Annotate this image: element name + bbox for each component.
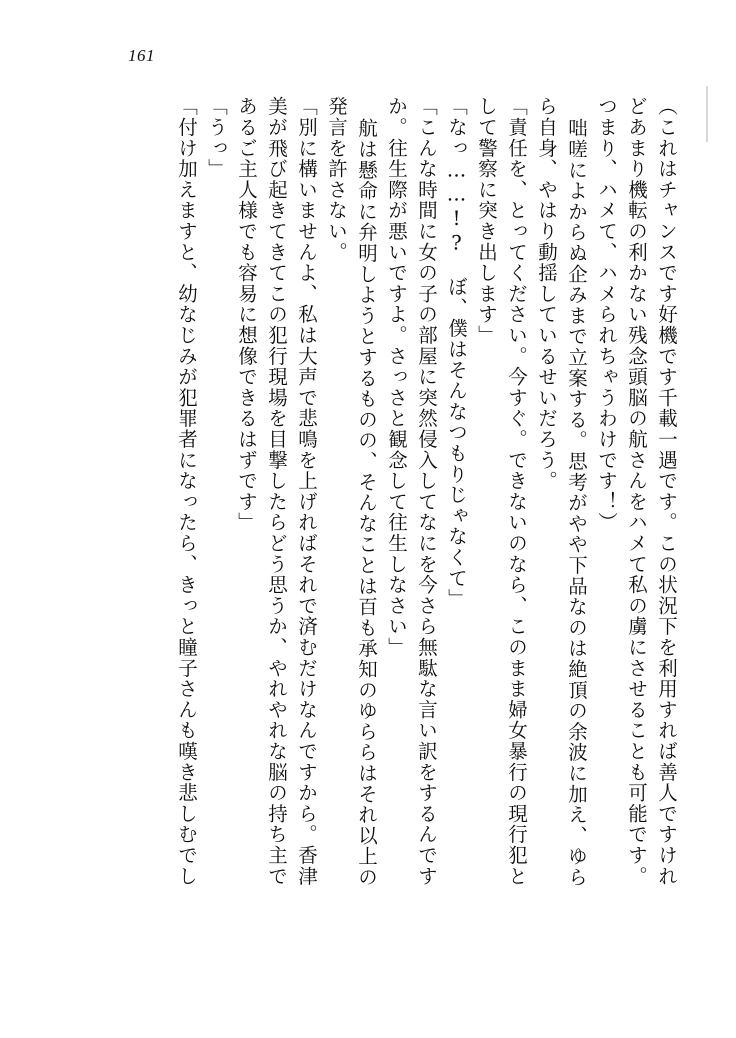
text-column: 咄嗟によからぬ企みまで立案する。思考がやや下品なのは絶頂の余波に加え、ゆら <box>565 118 588 888</box>
text-column: 「こんな時間に女の子の部屋に突然侵入してなにを今さら無駄な言い訳をするんです <box>415 96 438 887</box>
text-column: ら自身、やはり動揺しているせいだろう。 <box>535 96 558 492</box>
text-column: 「責任を、とってください。今すぐ。できないのなら、このまま婦女暴行の現行犯と <box>505 96 528 887</box>
text-column: （これはチャンスです好機です千載一遇です。この状況下を利用すれば善人ですけれ <box>655 96 678 887</box>
text-column: 発言を許さない。 <box>325 96 348 263</box>
page-number: 161 <box>128 46 155 65</box>
text-column: 「付け加えますと、幼なじみが犯罪者になったら、きっと瞳子さんも嘆き悲しむでし <box>175 96 198 887</box>
text-column: 「うっ」 <box>205 96 228 180</box>
text-column: 美が飛び起きてきてこの犯行現場を目撃したらどう思うか、やれやれな脳の持ち主で <box>265 96 288 887</box>
binding-edge-mark <box>706 86 708 142</box>
text-column: 「なっ……!? ぼ、僕はそんなつもりじゃなくて」 <box>445 96 468 610</box>
text-column: あるご主人様でも容易に想像できるはずです」 <box>235 96 258 533</box>
vertical-text-block <box>86 96 676 976</box>
text-column: つまり、ハメて、ハメられちゃうわけです！） <box>595 96 618 533</box>
text-column: か。往生際が悪いですよ。さっさと観念して往生しなさい」 <box>385 96 408 658</box>
text-column: 「別に構いませんよ、私は大声で悲鳴を上げればそれで済むだけなんですから。香津 <box>295 96 318 887</box>
text-column: して警察に突き出します」 <box>475 96 498 346</box>
text-column: どあまり機転の利かない残念頭脳の航さんをハメて私の虜にさせることも可能です。 <box>625 96 648 887</box>
text-column: 航は懸命に弁明しようとするものの、そんなことは百も承知のゆららはそれ以上の <box>355 118 378 888</box>
